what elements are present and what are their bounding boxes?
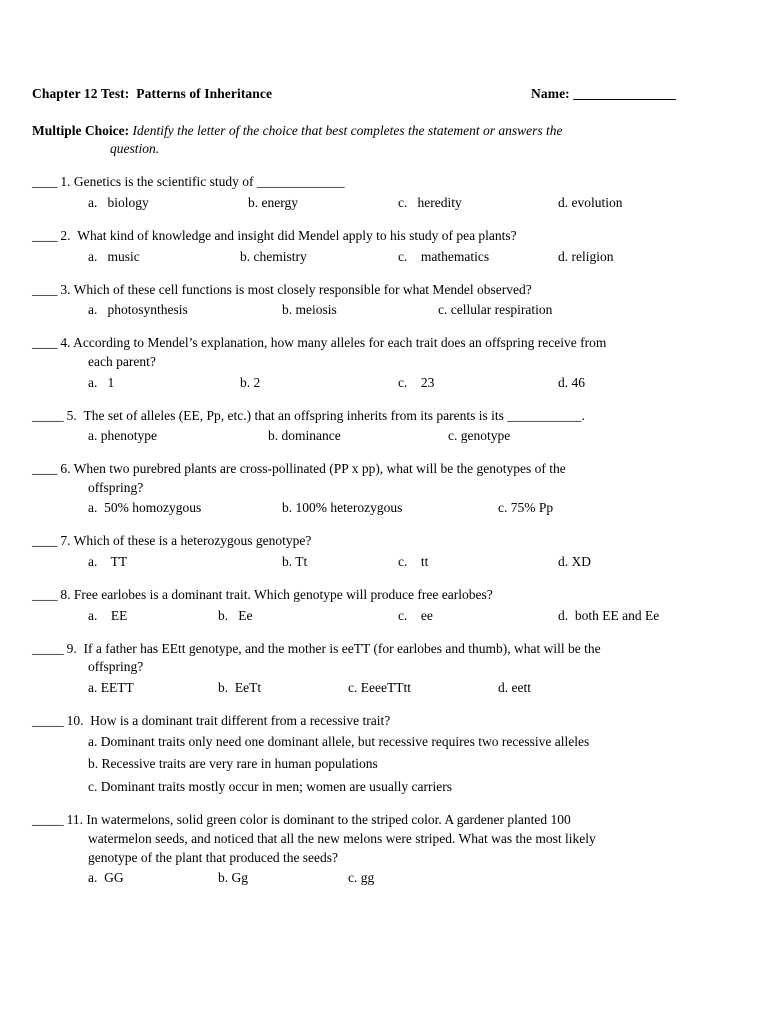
choice-a[interactable]: a. biology — [88, 195, 149, 211]
choice-b[interactable]: b. meiosis — [282, 302, 337, 318]
answer-blank[interactable]: ____ — [32, 228, 57, 244]
question-11 — [32, 811, 676, 887]
directions — [32, 122, 676, 158]
choice-b[interactable]: b. dominance — [268, 428, 341, 444]
question-text: In watermelons, solid green color is dominant to the striped color. A gardener planted 100 — [86, 812, 571, 828]
choice-a[interactable]: a. EETT — [88, 679, 134, 695]
answer-blank[interactable]: ____ — [32, 281, 57, 297]
question-text: How is a dominant trait different from a recessive trait? — [90, 712, 391, 728]
choice-a[interactable]: a. music — [88, 248, 140, 264]
answer-blank[interactable]: ____ — [32, 587, 57, 603]
answer-blank[interactable]: ____ — [32, 335, 57, 351]
question-9 — [32, 640, 676, 697]
question-10-choices — [88, 733, 676, 797]
directions-text-line2: question. — [110, 141, 160, 157]
choice-a[interactable]: a. GG — [88, 870, 124, 886]
directions-text: Identify the letter of the choice that best completes the statement or answers the — [132, 123, 563, 138]
choice-c[interactable]: c. Dominant traits mostly occur in men; women are usually carriers — [88, 778, 453, 794]
question-text: What kind of knowledge and insight did Mendel apply to his study of pea plants? — [77, 228, 517, 244]
choice-b[interactable]: b. chemistry — [240, 248, 307, 264]
question-text: According to Mendel’s explanation, how many alleles for each trait does an offspring receive from — [73, 335, 607, 351]
choice-a[interactable]: a. 1 — [88, 374, 115, 390]
question-8-choices — [88, 607, 676, 625]
choice-a[interactable]: a. Dominant traits only need one dominant allele, but recessive requires two recessive alleles — [88, 733, 590, 749]
question-7 — [32, 532, 676, 571]
question-6-stem-cont: offspring? — [88, 479, 144, 495]
answer-blank[interactable]: _____ — [32, 407, 64, 423]
question-1-stem — [32, 173, 676, 192]
question-1-choices — [88, 194, 676, 212]
question-11-stem — [32, 811, 676, 830]
choice-d[interactable]: d. evolution — [558, 195, 623, 211]
question-1 — [32, 173, 676, 212]
question-3-choices — [88, 301, 676, 319]
question-number: 1. — [60, 174, 71, 190]
choice-c[interactable]: c. tt — [398, 554, 429, 570]
question-9-choices — [88, 679, 676, 697]
question-2-stem — [32, 227, 676, 246]
choice-a[interactable]: a. 50% homozygous — [88, 500, 202, 516]
choice-b[interactable]: b. 2 — [240, 374, 261, 390]
page-title: Chapter 12 Test: Patterns of Inheritance — [32, 86, 273, 101]
question-2-choices — [88, 248, 676, 266]
directions-label: Multiple Choice: — [32, 123, 130, 138]
choice-d[interactable]: d. both EE and Ee — [558, 607, 660, 623]
choice-d[interactable]: d. religion — [558, 248, 614, 264]
question-11-stem-cont: watermelon seeds, and noticed that all the new melons were striped. What was the most likely — [88, 831, 596, 847]
choice-c[interactable]: c. mathematics — [398, 248, 490, 264]
answer-blank[interactable]: _____ — [32, 640, 64, 656]
choice-c[interactable]: c. ee — [398, 607, 433, 623]
question-8-stem — [32, 586, 676, 605]
choice-d[interactable]: d. eett — [498, 679, 531, 695]
question-number: 9. — [66, 640, 77, 656]
question-5-choices — [88, 427, 676, 445]
choice-b[interactable]: b. Tt — [282, 554, 308, 570]
choice-c[interactable]: c. genotype — [448, 428, 511, 444]
question-number: 2. — [60, 228, 71, 244]
question-number: 11. — [66, 812, 83, 828]
question-text: When two purebred plants are cross-pollinated (PP x pp), what will be the genotypes of the — [73, 461, 566, 477]
question-7-choices — [88, 553, 676, 571]
choice-c[interactable]: c. cellular respiration — [438, 302, 553, 318]
answer-blank[interactable]: _____ — [32, 712, 64, 728]
choice-b[interactable]: b. Recessive traits are very rare in human populations — [88, 756, 378, 772]
answer-blank[interactable]: ____ — [32, 174, 57, 190]
question-11-stem-cont2: genotype of the plant that produced the seeds? — [88, 849, 339, 865]
choice-a[interactable]: a. TT — [88, 554, 128, 570]
worksheet-content — [32, 86, 676, 887]
choice-c[interactable]: c. gg — [348, 870, 375, 886]
question-4-stem — [32, 334, 676, 353]
choice-c[interactable]: c. EeeeTTtt — [348, 679, 411, 695]
question-5-stem — [32, 407, 676, 426]
choice-d[interactable]: d. 46 — [558, 374, 585, 390]
name-field-label: Name: _______________ — [531, 86, 676, 101]
question-text: Which of these cell functions is most closely responsible for what Mendel observed? — [73, 281, 532, 297]
question-11-choices — [88, 869, 676, 887]
document-header — [32, 86, 676, 102]
choice-b[interactable]: b. energy — [248, 195, 298, 211]
question-6-choices — [88, 499, 676, 517]
question-10-stem — [32, 712, 676, 731]
choice-a[interactable]: a. phenotype — [88, 428, 157, 444]
choice-b[interactable]: b. 100% heterozygous — [282, 500, 403, 516]
question-text: Which of these is a heterozygous genotype? — [73, 533, 312, 549]
question-4-choices — [88, 374, 676, 392]
question-text: Genetics is the scientific study of _____________ — [73, 174, 345, 190]
choice-b[interactable]: b. EeTt — [218, 679, 262, 695]
question-number: 4. — [60, 335, 71, 351]
choice-c[interactable]: c. heredity — [398, 195, 462, 211]
choice-d[interactable]: d. XD — [558, 554, 591, 570]
question-text: The set of alleles (EE, Pp, etc.) that an offspring inherits from its parents is its ___________. — [83, 407, 585, 423]
question-number: 10. — [66, 712, 84, 728]
answer-blank[interactable]: _____ — [32, 812, 64, 828]
question-4-stem-cont: each parent? — [88, 353, 156, 369]
choice-b[interactable]: b. Gg — [218, 870, 248, 886]
choice-a[interactable]: a. EE — [88, 607, 128, 623]
question-6-stem — [32, 460, 676, 479]
question-text: Free earlobes is a dominant trait. Which genotype will produce free earlobes? — [73, 587, 493, 603]
question-7-stem — [32, 532, 676, 551]
question-3 — [32, 281, 676, 320]
question-9-stem-cont: offspring? — [88, 659, 144, 675]
question-number: 5. — [66, 407, 77, 423]
answer-blank[interactable]: ____ — [32, 461, 57, 477]
question-9-stem — [32, 640, 676, 659]
question-number: 8. — [60, 587, 71, 603]
choice-c[interactable]: c. 23 — [398, 374, 435, 390]
choice-c[interactable]: c. 75% Pp — [498, 500, 554, 516]
question-10 — [32, 712, 676, 797]
choice-a[interactable]: a. photosynthesis — [88, 302, 188, 318]
question-6 — [32, 460, 676, 517]
question-number: 6. — [60, 461, 71, 477]
answer-blank[interactable]: ____ — [32, 533, 57, 549]
question-8 — [32, 586, 676, 625]
question-number: 3. — [60, 281, 71, 297]
question-number: 7. — [60, 533, 71, 549]
question-4 — [32, 334, 676, 391]
question-2 — [32, 227, 676, 266]
question-text: If a father has EEtt genotype, and the mother is eeTT (for earlobes and thumb), what will be the — [83, 640, 601, 656]
question-3-stem — [32, 281, 676, 300]
question-5 — [32, 407, 676, 446]
choice-b[interactable]: b. Ee — [218, 607, 253, 623]
